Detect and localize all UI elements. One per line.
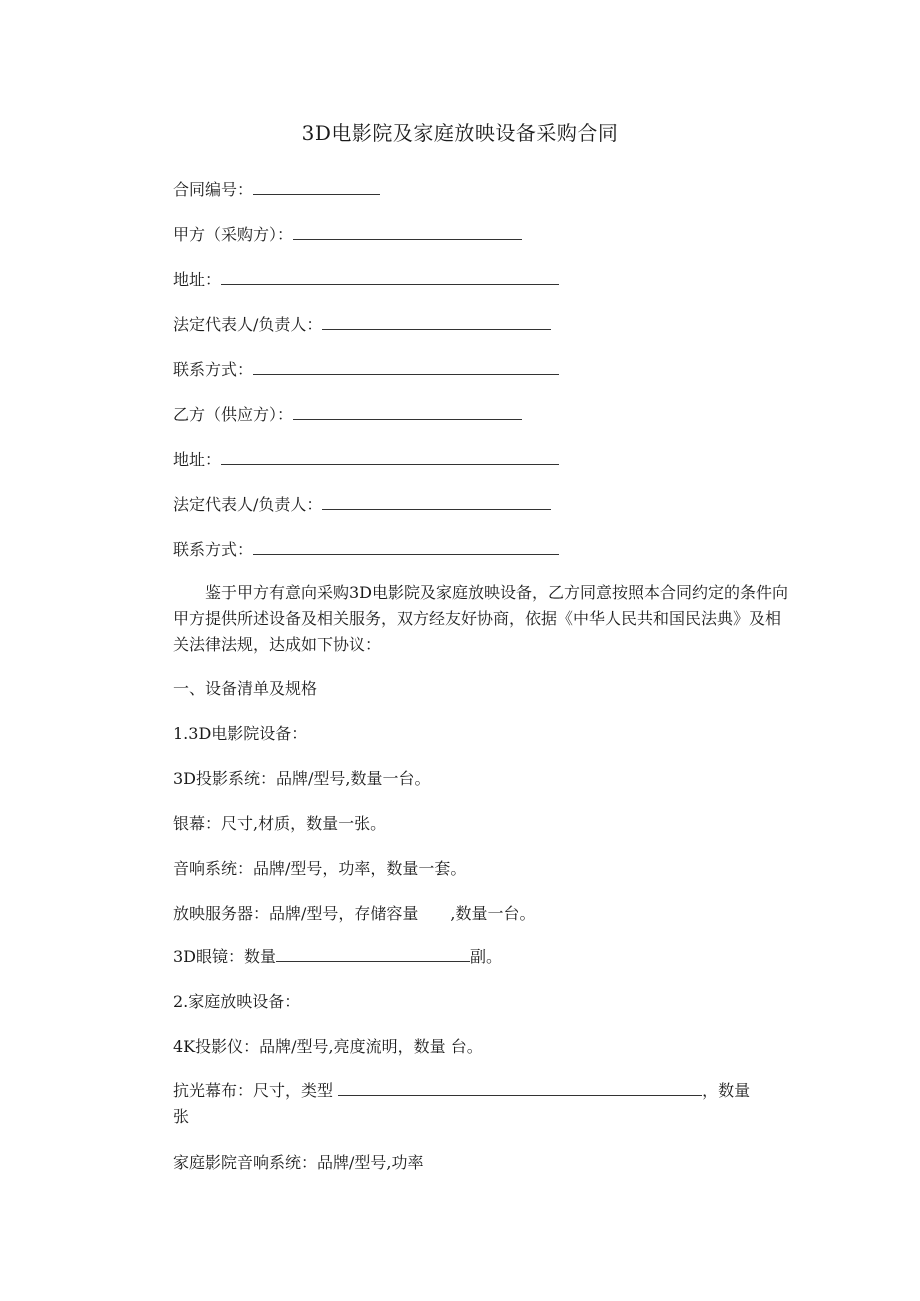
preamble-line-1: 鉴于甲方有意向采购3D电影院及家庭放映设备，乙方同意按照本合同约定的条件向: [205, 583, 789, 602]
party-b-contact-label: 联系方式：: [173, 540, 254, 559]
party-a-address-row: [173, 269, 559, 291]
party-a-address-label: 地址：: [173, 270, 222, 289]
party-a-address-blank[interactable]: [221, 270, 559, 285]
party-a-contact-row: [173, 359, 559, 381]
party-a-contact-label: 联系方式：: [173, 360, 254, 379]
home-audio-item: 家庭影院音响系统：品牌/型号,功率: [173, 1153, 424, 1172]
party-a-label: 甲方（采购方）：: [173, 225, 294, 244]
home-equipment-heading: 2.家庭放映设备：: [173, 992, 301, 1011]
party-a-contact-blank[interactable]: [253, 360, 559, 375]
party-b-address-label: 地址：: [173, 450, 222, 469]
preamble-line-3: 关法律法规，达成如下协议：: [173, 635, 382, 654]
projection-system-item: 3D投影系统：品牌/型号,数量一台。: [173, 769, 431, 788]
party-b-address-blank[interactable]: [221, 450, 559, 465]
contract-number-label: 合同编号：: [173, 180, 254, 199]
glasses-label: 3D眼镜：数量: [173, 947, 277, 966]
alr-screen-row: [173, 1080, 750, 1102]
glasses-unit: 副。: [470, 947, 503, 966]
party-a-blank[interactable]: [293, 225, 522, 240]
party-b-rep-blank[interactable]: [322, 495, 551, 510]
party-a-rep-label: 法定代表人/负责人：: [173, 315, 323, 334]
section-1-heading: 一、设备清单及规格: [173, 679, 318, 698]
party-b-blank[interactable]: [293, 405, 522, 420]
party-b-row: [173, 404, 522, 426]
party-b-rep-label: 法定代表人/负责人：: [173, 495, 323, 514]
alr-screen-unit: 张: [173, 1107, 190, 1126]
party-b-contact-row: [173, 539, 559, 561]
contract-number-row: [173, 179, 380, 201]
preamble-line-2: 甲方提供所述设备及相关服务，双方经友好协商，依据《中华人民共和国民法典》及相: [173, 609, 782, 628]
alr-screen-quantity-label: ，数量: [702, 1081, 751, 1100]
document-title: 3D电影院及家庭放映设备采购合同: [301, 121, 619, 145]
alr-screen-type-blank[interactable]: [338, 1081, 702, 1096]
audio-system-item: 音响系统：品牌/型号，功率，数量一套。: [173, 859, 467, 878]
screen-item: 银幕：尺寸,材质，数量一张。: [173, 814, 387, 833]
party-a-row: [173, 224, 522, 246]
contract-number-blank[interactable]: [253, 180, 380, 195]
glasses-row: [173, 946, 502, 968]
preamble-paragraph: [173, 580, 789, 658]
cinema-equipment-heading: 1.3D电影院设备：: [173, 724, 308, 743]
party-b-rep-row: [173, 494, 551, 516]
party-b-label: 乙方（供应方）：: [173, 405, 294, 424]
server-item: 放映服务器：品牌/型号，存储容量 ,数量一台。: [173, 904, 536, 923]
party-a-rep-row: [173, 314, 551, 336]
alr-screen-label: 抗光幕布：尺寸，类型: [173, 1081, 339, 1100]
party-a-rep-blank[interactable]: [322, 315, 551, 330]
party-b-address-row: [173, 449, 559, 471]
projector-4k-item: 4K投影仪：品牌/型号,亮度流明，数量 台。: [173, 1037, 483, 1056]
glasses-quantity-blank[interactable]: [276, 947, 470, 962]
party-b-contact-blank[interactable]: [253, 540, 559, 555]
